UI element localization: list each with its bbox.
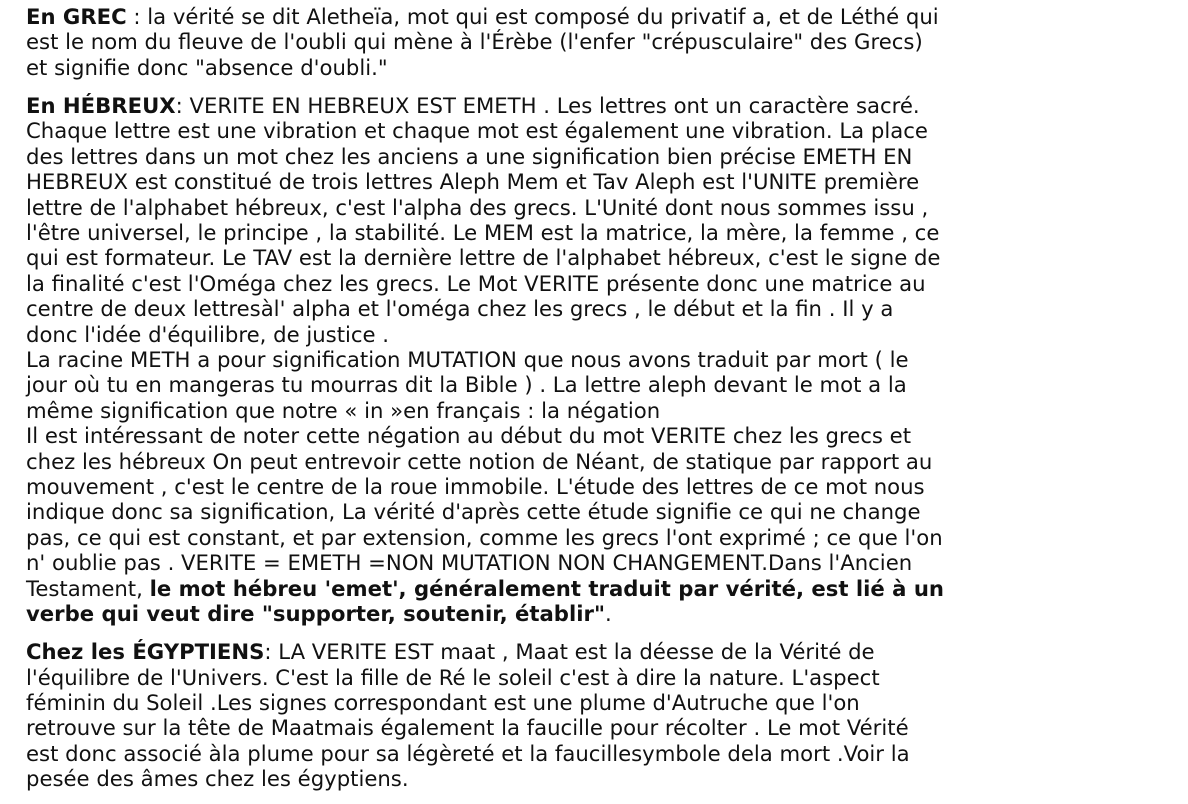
text-run: : VERITE EN HEBREUX EST EMETH . Les lettres ont un caractère sacré.: [175, 92, 920, 118]
text-line: lettre de l'alphabet hébreux, c'est l'alpha des grecs. L'Unité dont nous sommes issu ,: [26, 194, 929, 220]
text-line: HEBREUX est constitué de trois lettres Aleph Mem et Tav Aleph est l'UNITE première: [26, 169, 920, 195]
text-line: donc l'idée d'équilibre, de justice .: [26, 321, 390, 347]
text-line: Chaque lettre est une vibration et chaque mot est également une vibration. La place: [26, 118, 928, 144]
text-line: et signifie donc "absence d'oubli.": [26, 54, 388, 80]
text-run: : LA VERITE EST maat , Maat est la déesse de la Vérité de: [264, 639, 875, 665]
text-line: [26, 4, 986, 29]
paragraph-egyptiens: [26, 639, 986, 791]
text-line: [26, 576, 986, 601]
text-line: même signification que notre « in »en français : la négation: [26, 397, 661, 423]
text-line: des lettres dans un mot chez les anciens a une signification bien précise EMETH EN: [26, 143, 913, 169]
text-line: pesée des âmes chez les égyptiens.: [26, 766, 409, 792]
text-line: [26, 93, 986, 118]
heading-grec: En GREC: [26, 4, 127, 29]
text-line: Il est intéressant de noter cette négation au début du mot VERITE chez les grecs et: [26, 423, 912, 449]
bold-quote: le mot hébreu 'emet', généralement traduit par vérité, est lié à un: [149, 575, 944, 601]
text-line: l'équilibre de l'Univers. C'est la fille de Ré le soleil c'est à dire la nature. L'aspect: [26, 664, 880, 690]
text-line: [26, 639, 986, 664]
text-line: pas, ce qui est constant, et par extension, comme les grecs l'ont exprimé ; ce que l'on: [26, 524, 943, 550]
bold-quote: verbe qui veut dire "supporter, soutenir, établir": [26, 601, 605, 627]
text-line: mouvement , c'est le centre de la roue immobile. L'étude des lettres de ce mot nous: [26, 474, 925, 499]
text-line: chez les hébreux On peut entrevoir cette notion de Néant, de statique par rapport au: [26, 448, 933, 474]
text-line: retrouve sur la tête de Maatmais également la faucille pour récolter . Le mot Vérité: [26, 715, 909, 741]
text-line: est le nom du fleuve de l'oubli qui mène à l'Érèbe (l'enfer "crépusculaire" des Grecs): [26, 29, 923, 55]
text-line: féminin du Soleil .Les signes correspondant est une plume d'Autruche que l'on: [26, 689, 860, 715]
text-line: indique donc sa signification, La vérité d'après cette étude signifie ce qui ne change: [26, 499, 921, 525]
document-body: [26, 4, 986, 804]
text-line: [26, 601, 986, 626]
text-run: Testament,: [26, 575, 150, 601]
paragraph-grec: [26, 4, 986, 80]
text-run: .: [604, 601, 612, 627]
text-line: l'être universel, le principe , la stabilité. Le MEM est la matrice, la mère, la femme , ce: [26, 219, 940, 245]
text-line: qui est formateur. Le TAV est la dernière lettre de l'alphabet hébreux, c'est le signe de: [26, 245, 941, 271]
text-run: : la vérité se dit Aletheïa, mot qui est composé du privatif a, et de Léthé qui: [126, 4, 939, 29]
paragraph-hebreux: [26, 93, 986, 627]
heading-egyptiens: Chez les ÉGYPTIENS: [26, 639, 265, 665]
text-line: jour où tu en mangeras tu mourras dit la Bible ) . La lettre aleph devant le mot a la: [26, 372, 907, 398]
text-line: n' oublie pas . VERITE = EMETH =NON MUTATION NON CHANGEMENT.Dans l'Ancien: [26, 550, 913, 576]
heading-hebreux: En HÉBREUX: [26, 92, 176, 118]
text-line: la finalité c'est l'Oméga chez les grecs. Le Mot VERITE présente donc une matrice au: [26, 270, 926, 296]
text-line: centre de deux lettresàl' alpha et l'oméga chez les grecs , le début et la fin . Il y a: [26, 296, 894, 322]
text-line: La racine METH a pour signification MUTATION que nous avons traduit par mort ( le: [26, 346, 909, 372]
text-line: est donc associé àla plume pour sa légèreté et la faucillesymbole dela mort .Voir la: [26, 740, 910, 766]
